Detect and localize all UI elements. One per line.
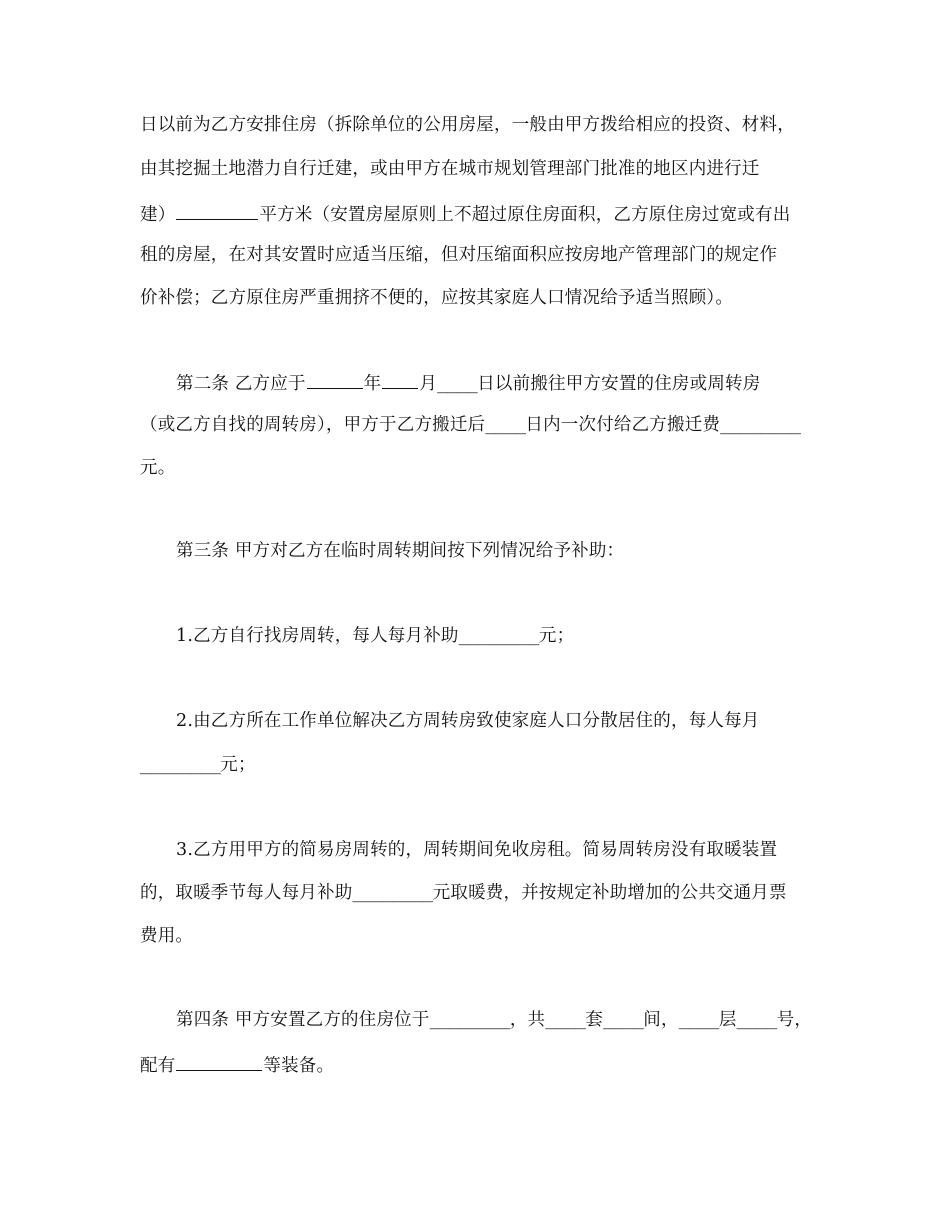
- number-blank[interactable]: ____: [736, 1010, 777, 1030]
- article-3-item-3: [140, 882, 787, 904]
- text: 层: [718, 1010, 737, 1030]
- article-2-line: [140, 414, 800, 436]
- text: 建）: [140, 205, 176, 225]
- text: 日以前为乙方安排住房（拆除单位的公用房屋，一般由甲方拨给相应的投资、材料，: [140, 115, 795, 135]
- days-blank[interactable]: ____: [485, 415, 526, 435]
- text: 元；: [538, 626, 575, 646]
- article-4-line: [176, 1009, 812, 1031]
- subsidy-blank[interactable]: ________: [140, 755, 221, 775]
- text: 等装备。: [263, 1056, 335, 1076]
- article-2-line: [140, 457, 175, 479]
- article-3-item-2: [176, 710, 760, 732]
- text: 元。: [140, 458, 176, 478]
- text: 2.由乙方所在工作单位解决乙方周转房致使家庭人口分散居住的，每人每月: [176, 711, 760, 731]
- floor-blank[interactable]: ____: [678, 1010, 719, 1030]
- subsidy-blank[interactable]: ________: [458, 626, 539, 646]
- article-3-item-2: [140, 754, 256, 776]
- paragraph-line: [140, 287, 733, 309]
- text: 元；: [220, 755, 256, 775]
- text: 元取暖费，并按规定补助增加的公共交通月票: [432, 883, 787, 903]
- text: 的，取暖季节每人每月补助: [140, 883, 353, 903]
- article-2-line: [176, 370, 760, 395]
- text: ，共: [509, 1010, 546, 1030]
- text: 月: [419, 374, 438, 394]
- text: 3.乙方用甲方的简易房周转的，周转期间免收房租。简易周转房没有取暖装置: [176, 840, 778, 860]
- paragraph-line: [140, 201, 790, 226]
- text: 第二条 乙方应于: [176, 374, 306, 394]
- text: 价补偿；乙方原住房严重拥挤不便的，应按其家庭人口情况给予适当照顾）。: [140, 288, 734, 308]
- rooms-blank[interactable]: ____: [603, 1010, 644, 1030]
- article-3-item-3: [140, 925, 193, 947]
- article-4-line: [140, 1052, 334, 1077]
- text: 套: [585, 1010, 604, 1030]
- month-blank[interactable]: [382, 370, 418, 389]
- text: （或乙方自找的周转房），甲方于乙方搬迁后: [140, 415, 486, 435]
- moving-fee-blank[interactable]: ________: [720, 415, 801, 435]
- text: 配有: [140, 1056, 176, 1076]
- day-blank[interactable]: ____: [437, 374, 478, 394]
- text: 日以前搬往甲方安置的住房或周转房: [477, 374, 761, 394]
- text: 日内一次付给乙方搬迁费: [525, 415, 721, 435]
- paragraph-line: [140, 114, 795, 136]
- article-3-heading: [176, 540, 624, 562]
- text: 费用。: [140, 926, 194, 946]
- paragraph-line: [140, 244, 777, 266]
- area-blank[interactable]: [176, 201, 258, 220]
- article-3-item-3: [176, 839, 777, 861]
- heating-fee-blank[interactable]: ________: [352, 883, 433, 903]
- year-blank[interactable]: [307, 370, 363, 389]
- text: 平方米（安置房屋原则上不超过原住房面积，乙方原住房过宽或有出: [259, 205, 791, 225]
- text: 由其挖掘土地潜力自行迁建，或由甲方在城市规划管理部门批准的地区内进行迁: [140, 159, 760, 179]
- text: 号，: [776, 1010, 813, 1030]
- article-3-item-1: [176, 625, 574, 647]
- text: 租的房屋，在对其安置时应适当压缩，但对压缩面积应按房地产管理部门的规定作: [140, 245, 778, 265]
- equipment-blank[interactable]: [176, 1052, 262, 1071]
- paragraph-line: [140, 158, 760, 180]
- text: 第三条 甲方对乙方在临时周转期间按下列情况给予补助：: [176, 541, 625, 561]
- location-blank[interactable]: ________: [429, 1010, 510, 1030]
- sets-blank[interactable]: ____: [545, 1010, 586, 1030]
- text: 间，: [643, 1010, 679, 1030]
- text: 1.乙方自行找房周转，每人每月补助: [176, 626, 459, 646]
- text: 第四条 甲方安置乙方的住房位于: [176, 1010, 430, 1030]
- text: 年: [363, 374, 382, 394]
